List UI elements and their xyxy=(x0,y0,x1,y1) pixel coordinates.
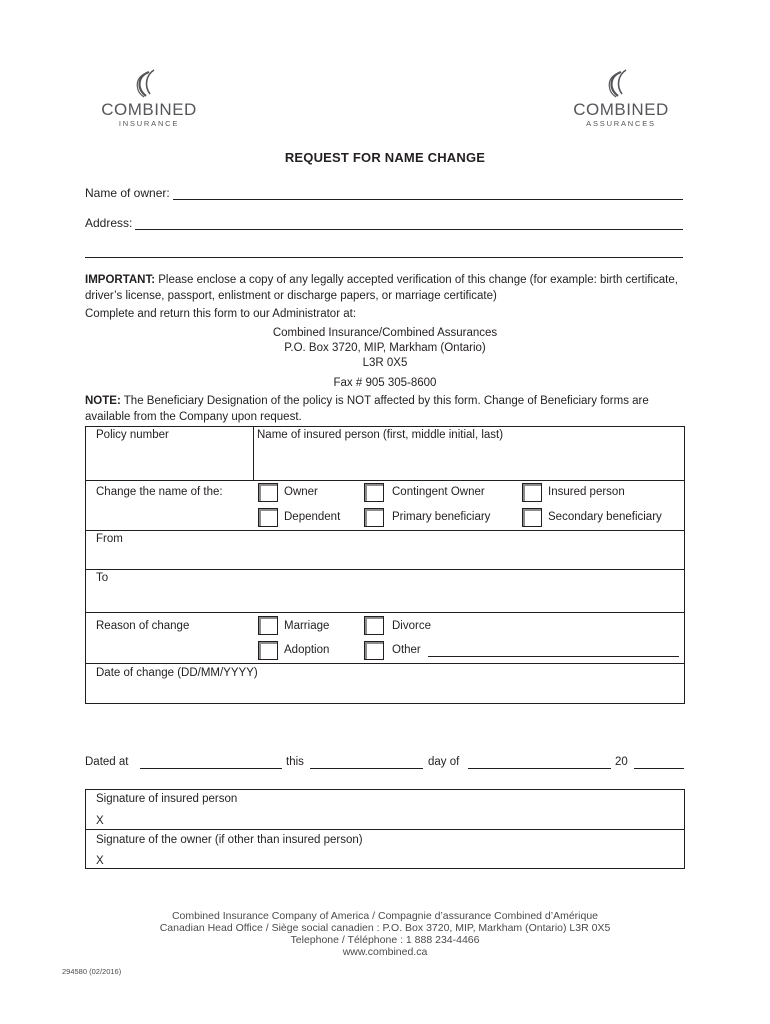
address-line-2[interactable] xyxy=(85,257,683,258)
row-divider-5 xyxy=(85,663,685,664)
primary-beneficiary-checkbox[interactable] xyxy=(364,508,384,527)
footer-line1: Combined Insurance Company of America / Compagnie d’assurance Combined d’Amérique xyxy=(171,910,599,922)
policy-divider xyxy=(253,426,254,481)
this-label: this xyxy=(286,756,304,768)
swirl-icon xyxy=(558,66,684,102)
owner-signature-label: Signature of the owner (if other than insured person) xyxy=(96,834,363,846)
logo-sub: ASSURANCES xyxy=(586,119,656,128)
logo-brand: COMBINED xyxy=(573,100,669,119)
adoption-label: Adoption xyxy=(284,644,330,656)
other-label: Other xyxy=(392,644,421,656)
marriage-label: Marriage xyxy=(284,620,330,632)
footer-line2: Canadian Head Office / Siège social canadien : P.O. Box 3720, MIP, Markham (Ontario) L3R 0X5 xyxy=(159,922,611,934)
admin-fax: Fax # 905 305-8600 xyxy=(333,377,437,389)
combined-insurance-logo xyxy=(86,66,212,130)
footer-line3: Telephone / Téléphone : 1 888 234-4466 xyxy=(290,934,480,946)
swirl-icon xyxy=(86,66,212,102)
this-line[interactable] xyxy=(310,768,423,769)
dependent-label: Dependent xyxy=(284,511,341,523)
adoption-checkbox[interactable] xyxy=(258,641,278,660)
other-line[interactable] xyxy=(428,656,679,657)
address-label: Address: xyxy=(85,216,133,230)
admin-line3: L3R 0X5 xyxy=(362,357,408,369)
signature-divider xyxy=(85,829,685,830)
row-divider-4 xyxy=(85,612,685,613)
admin-line2: P.O. Box 3720, MIP, Markham (Ontario) xyxy=(284,342,486,354)
logo-brand: COMBINED xyxy=(101,100,197,119)
logo-sub: INSURANCE xyxy=(118,119,180,128)
change-name-label: Change the name of the: xyxy=(96,486,223,498)
secondary-beneficiary-checkbox[interactable] xyxy=(522,508,542,527)
owner-line[interactable] xyxy=(173,188,683,200)
form-code: 294580 (02/2016) xyxy=(62,967,122,976)
page-title: REQUEST FOR NAME CHANGE xyxy=(284,150,486,165)
date-of-change-label: Date of change (DD/MM/YYYY) xyxy=(96,667,258,679)
contingent-owner-checkbox[interactable] xyxy=(364,483,384,502)
insured-signature-label: Signature of insured person xyxy=(96,793,238,805)
important-paragraph xyxy=(85,272,685,304)
dated-at-line[interactable] xyxy=(140,768,282,769)
footer-website: www.combined.ca xyxy=(342,946,428,958)
owner-signature-x[interactable]: X xyxy=(96,855,104,867)
from-label: From xyxy=(96,533,123,545)
primary-beneficiary-label: Primary beneficiary xyxy=(392,511,491,523)
address-line[interactable] xyxy=(135,218,683,230)
reason-label: Reason of change xyxy=(96,620,190,632)
owner-field[interactable] xyxy=(85,186,683,200)
row-divider-3 xyxy=(85,569,685,570)
secondary-beneficiary-label: Secondary beneficiary xyxy=(548,511,662,523)
important-bold: IMPORTANT: xyxy=(85,274,156,286)
divorce-checkbox[interactable] xyxy=(364,616,384,635)
complete-instruction: Complete and return this form to our Administrator at: xyxy=(85,308,357,320)
divorce-label: Divorce xyxy=(392,620,431,632)
insured-person-label: Insured person xyxy=(548,486,625,498)
note-bold: NOTE: xyxy=(85,395,121,407)
dependent-checkbox[interactable] xyxy=(258,508,278,527)
combined-assurances-logo xyxy=(558,66,684,130)
row-divider-2 xyxy=(85,530,685,531)
insured-person-checkbox[interactable] xyxy=(522,483,542,502)
owner-checkbox[interactable] xyxy=(258,483,278,502)
year-line[interactable] xyxy=(634,768,684,769)
owner-option-label: Owner xyxy=(284,486,318,498)
important-text: Please enclose a copy of any legally accepted verification of this change (for example: birth certificate, driver’s license, passport, enlistment or discharge papers, or marriage certificate) xyxy=(85,274,678,302)
owner-label: Name of owner: xyxy=(85,186,170,200)
admin-line1: Combined Insurance/Combined Assurances xyxy=(272,327,498,339)
contingent-owner-label: Contingent Owner xyxy=(392,486,485,498)
insured-signature-x[interactable]: X xyxy=(96,815,104,827)
note-paragraph xyxy=(85,393,685,425)
marriage-checkbox[interactable] xyxy=(258,616,278,635)
day-of-line[interactable] xyxy=(468,768,611,769)
row-divider-1 xyxy=(85,480,685,481)
day-of-label: day of xyxy=(428,756,460,768)
address-field[interactable] xyxy=(85,216,683,230)
other-checkbox[interactable] xyxy=(364,641,384,660)
insured-name-label: Name of insured person (first, middle initial, last) xyxy=(257,429,504,441)
dated-at-label: Dated at xyxy=(85,756,129,768)
note-text: The Beneficiary Designation of the policy is NOT affected by this form. Change of Beneficiary forms are available from the Company upon request. xyxy=(85,395,649,423)
policy-number-label: Policy number xyxy=(96,429,169,441)
to-label: To xyxy=(96,572,109,584)
year-prefix-label: 20 xyxy=(615,756,628,768)
